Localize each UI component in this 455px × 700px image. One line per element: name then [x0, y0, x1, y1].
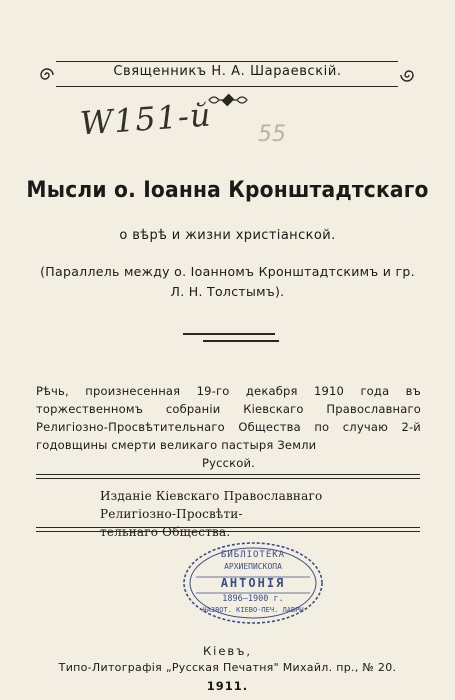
stamp-line-2: АРХИЕПИСКОПА	[224, 562, 282, 571]
handwritten-shelf-mark: W151-й	[78, 95, 213, 143]
stamp-line-3: АНТОНІЯ	[220, 576, 286, 590]
speech-last-line: Русской.	[201, 456, 256, 470]
edition-note	[100, 487, 370, 541]
edition-rule-top-2	[36, 478, 420, 479]
header-rule-bottom	[56, 86, 398, 87]
imprint-city: Кіевъ,	[203, 644, 252, 658]
author-line: Священникъ Н. А. Шараевскій.	[113, 64, 342, 79]
page-title: Мысли о. Іоанна Кронштадтскаго	[26, 178, 429, 203]
parallel-line-1: (Параллель между о. Іоанномъ Кронштадтскимъ и гр.	[40, 264, 415, 279]
swirl-ornament-right-icon	[398, 66, 416, 88]
imprint-press: Типо-Литографія „Русская Печатня" Михайл. пр., № 20.	[58, 661, 397, 674]
center-ornament-icon	[207, 92, 249, 111]
edition-rule-top-1	[36, 474, 420, 475]
speech-body: Рѣчь, произнесенная 19-го декабря 1910 года въ торжественномъ собраніи Кіевскаго Православнаго Религіозно-Просвѣтительнаго Общества по случаю 2-й годовщины смерти великаго пастыря Земли	[36, 384, 421, 452]
header-rule-top	[56, 61, 398, 62]
page-subtitle: о вѣрѣ и жизни христіанской.	[119, 228, 336, 243]
stamp-line-1: БИБЛІОТЕКА	[220, 550, 286, 560]
edition-rule-bottom-1	[36, 527, 420, 528]
library-stamp	[182, 541, 324, 625]
section-divider-top	[183, 333, 275, 335]
stamp-line-5: НАЗВОТ. КІЕВО-ПЕЧ. ЛАВРЫ	[202, 606, 304, 614]
edition-line-2: тельнаго Общества.	[100, 525, 231, 539]
faint-pencil-number: 55	[258, 122, 286, 147]
edition-line-1: Изданіе Кіевскаго Православнаго Религіозно-Просвѣти-	[100, 489, 323, 521]
parallel-line-2: Л. Н. Толстымъ).	[170, 284, 285, 299]
section-divider-bottom	[203, 340, 279, 342]
speech-paragraph	[36, 382, 421, 472]
edition-rule-bottom-2	[36, 531, 420, 532]
stamp-line-4: 1896—1900 г.	[222, 594, 284, 604]
imprint-year: 1911.	[206, 679, 249, 693]
